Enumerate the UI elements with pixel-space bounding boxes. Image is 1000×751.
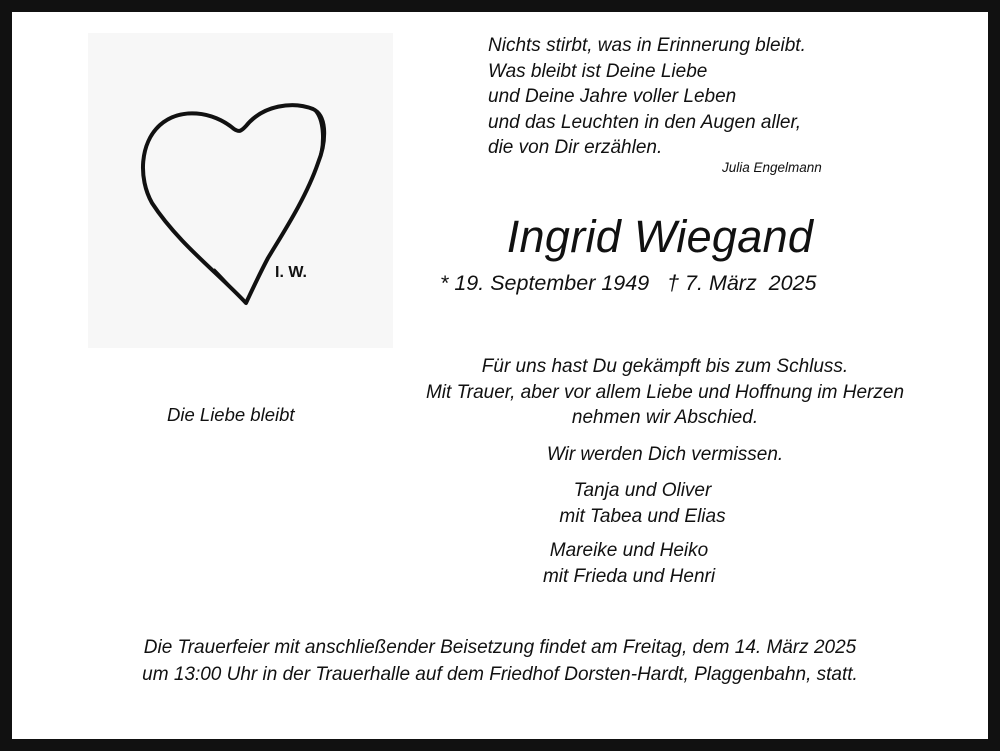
family-group (0, 538, 1000, 589)
family-line: Mareike und Heiko (549, 540, 709, 561)
service-line: um 13:00 Uhr in der Trauerhalle auf dem Friedhof Dorsten-Hardt, Plaggenbahn, statt. (142, 664, 858, 685)
quote-line: die von Dir erzählen. (488, 137, 663, 158)
message-line: Für uns hast Du gekämpft bis zum Schluss. (481, 356, 849, 377)
life-dates (440, 271, 817, 296)
service-line: Die Trauerfeier mit anschließender Beisetzung findet am Freitag, dem 14. März 2025 (143, 637, 857, 658)
family-line: mit Frieda und Henri (542, 565, 716, 587)
family-line: mit Tabea und Elias (559, 505, 726, 527)
quote-author: Julia Engelmann (722, 160, 822, 175)
family-group (0, 478, 1000, 529)
quote-line: und das Leuchten in den Augen aller, (488, 111, 802, 133)
message-line: nehmen wir Abschied. (571, 407, 759, 428)
service-info (0, 634, 1000, 688)
quote-line: Was bleibt ist Deine Liebe (488, 60, 708, 82)
heart-initials: I. W. (275, 264, 307, 281)
message-line: Mit Trauer, aber vor allem Liebe und Hoffnung im Herzen (425, 381, 905, 403)
miss-line: Wir werden Dich vermissen. (546, 444, 784, 465)
death-date: † 7. März 2025 (667, 271, 817, 295)
quote-line: Nichts stirbt, was in Erinnerung bleibt. (488, 35, 806, 56)
quote (488, 33, 806, 161)
heart-icon (88, 33, 393, 348)
deceased-name: Ingrid Wiegand (506, 211, 814, 262)
farewell-message (0, 354, 1000, 431)
quote-line: und Deine Jahre voller Leben (488, 86, 737, 107)
birth-date: * 19. September 1949 (440, 271, 650, 295)
heart-drawing (88, 33, 393, 348)
family-line: Tanja und Oliver (573, 480, 712, 501)
motto: Die Liebe bleibt (167, 404, 295, 425)
